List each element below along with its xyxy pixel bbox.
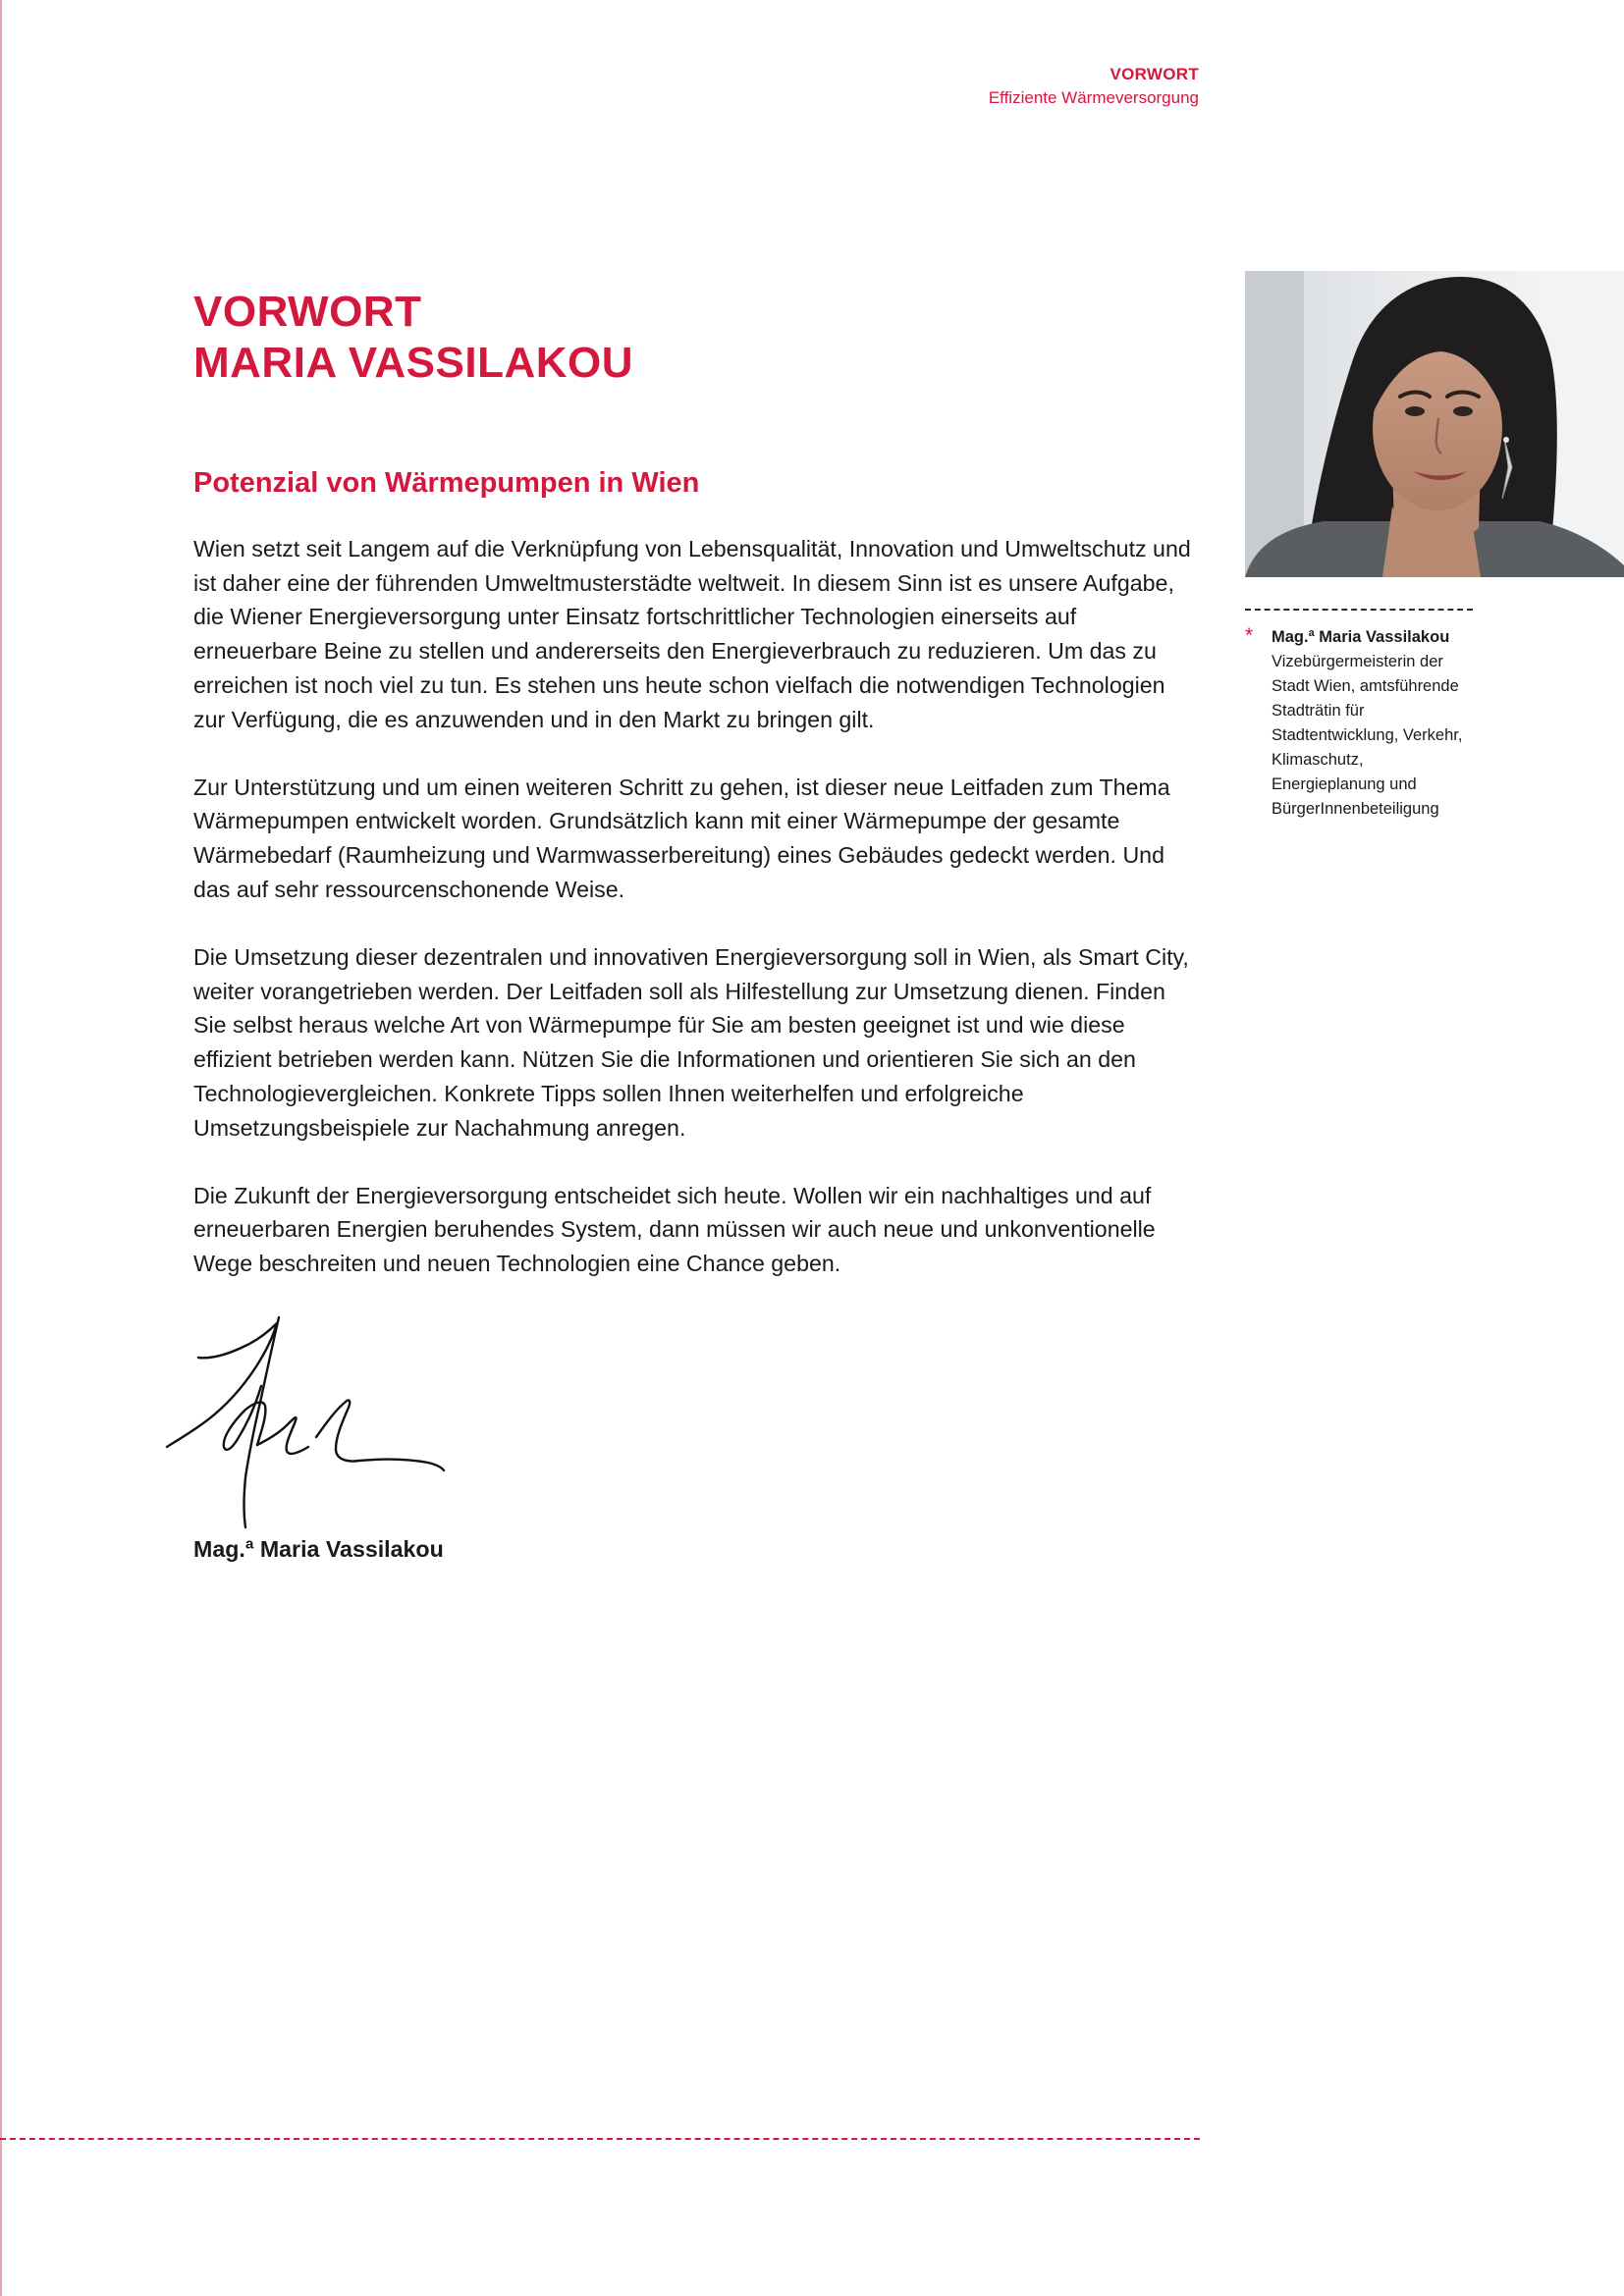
running-header-section: VORWORT	[1110, 65, 1199, 83]
section-subheading: Potenzial von Wärmepumpen in Wien	[193, 467, 700, 499]
handwritten-signature	[163, 1315, 448, 1529]
running-header-subtitle: Effiziente Wärmeversorgung	[988, 88, 1199, 107]
caption-bullet-icon: *	[1245, 624, 1254, 647]
paragraph: Zur Unterstützung und um einen weiteren Schritt zu gehen, ist dieser neue Leitfaden zum Thema Wärmepumpen entwickelt worden. Grundsätzlich kann mit einer Wärmepumpe der gesamte Wärmebedarf (Raumheizung und Warmwasserbereitung) eines Gebäudes gedeckt werden. Und das auf sehr ressourcenschonende Weise.	[193, 774, 1170, 902]
main-content	[193, 287, 1199, 1314]
paragraph: Wien setzt seit Langem auf die Verknüpfung von Lebensqualität, Innovation und Umweltschutz und ist daher eine der führenden Umweltmusterstädte weltweit. In diesem Sinn ist es unsere Aufgabe, die Wiener Energieversorgung unter Einsatz fortschrittlicher Technologien einerseits auf erneuerbare Beine zu stellen und andererseits den Energieverbrauch zu reduzieren. Um das zu erreichen ist noch viel zu tun. Es stehen uns heute schon vielfach die notwendigen Technologien zur Verfügung, die es anzuwenden und in den Markt zu bringen gilt.	[193, 536, 1191, 732]
portrait-photo	[1245, 271, 1624, 577]
paragraph: Die Umsetzung dieser dezentralen und innovativen Energieversorgung soll in Wien, als Smart City, weiter vorangetrieben werden. Der Leitfaden soll als Hilfestellung zur Umsetzung dienen. Finden Sie selbst heraus welche Art von Wärmepumpe für Sie am besten geeignet ist und wie diese effizient betrieben werden kann. Nützen Sie die Informationen und orientieren Sie sich an den Technologievergleichen. Konkrete Tipps sollen Ihnen weiterhelfen und erfolgreiche Umsetzungsbeispiele zur Nachahmung anregen.	[193, 944, 1189, 1141]
page-title-line-1: VORWORT	[193, 288, 422, 336]
photo-caption	[1245, 625, 1481, 822]
caption-role: Vizebürgermeisterin der Stadt Wien, amtsführende Stadträtin für Stadtentwicklung, Verkehr, Klimaschutz, Energieplanung und BürgerInnenbeteiligung	[1272, 653, 1463, 818]
running-header	[989, 63, 1199, 110]
paragraph: Die Zukunft der Energieversorgung entscheidet sich heute. Wollen wir ein nachhaltiges und auf erneuerbaren Energien beruhendes System, dann müssen wir auch neue und unkonventionelle Wege beschreiten und neuen Technologien eine Chance geben.	[193, 1182, 1156, 1277]
page-title	[193, 287, 1199, 389]
page-title-line-2: MARIA VASSILAKOU	[193, 339, 633, 387]
caption-divider	[1245, 609, 1473, 611]
footer-divider	[0, 2138, 1200, 2140]
signer-name: Mag.ª Maria Vassilakou	[193, 1536, 444, 1562]
caption-name: Mag.ª Maria Vassilakou	[1272, 628, 1450, 646]
body-text	[193, 532, 1199, 1281]
left-margin-rule	[0, 0, 2, 2296]
